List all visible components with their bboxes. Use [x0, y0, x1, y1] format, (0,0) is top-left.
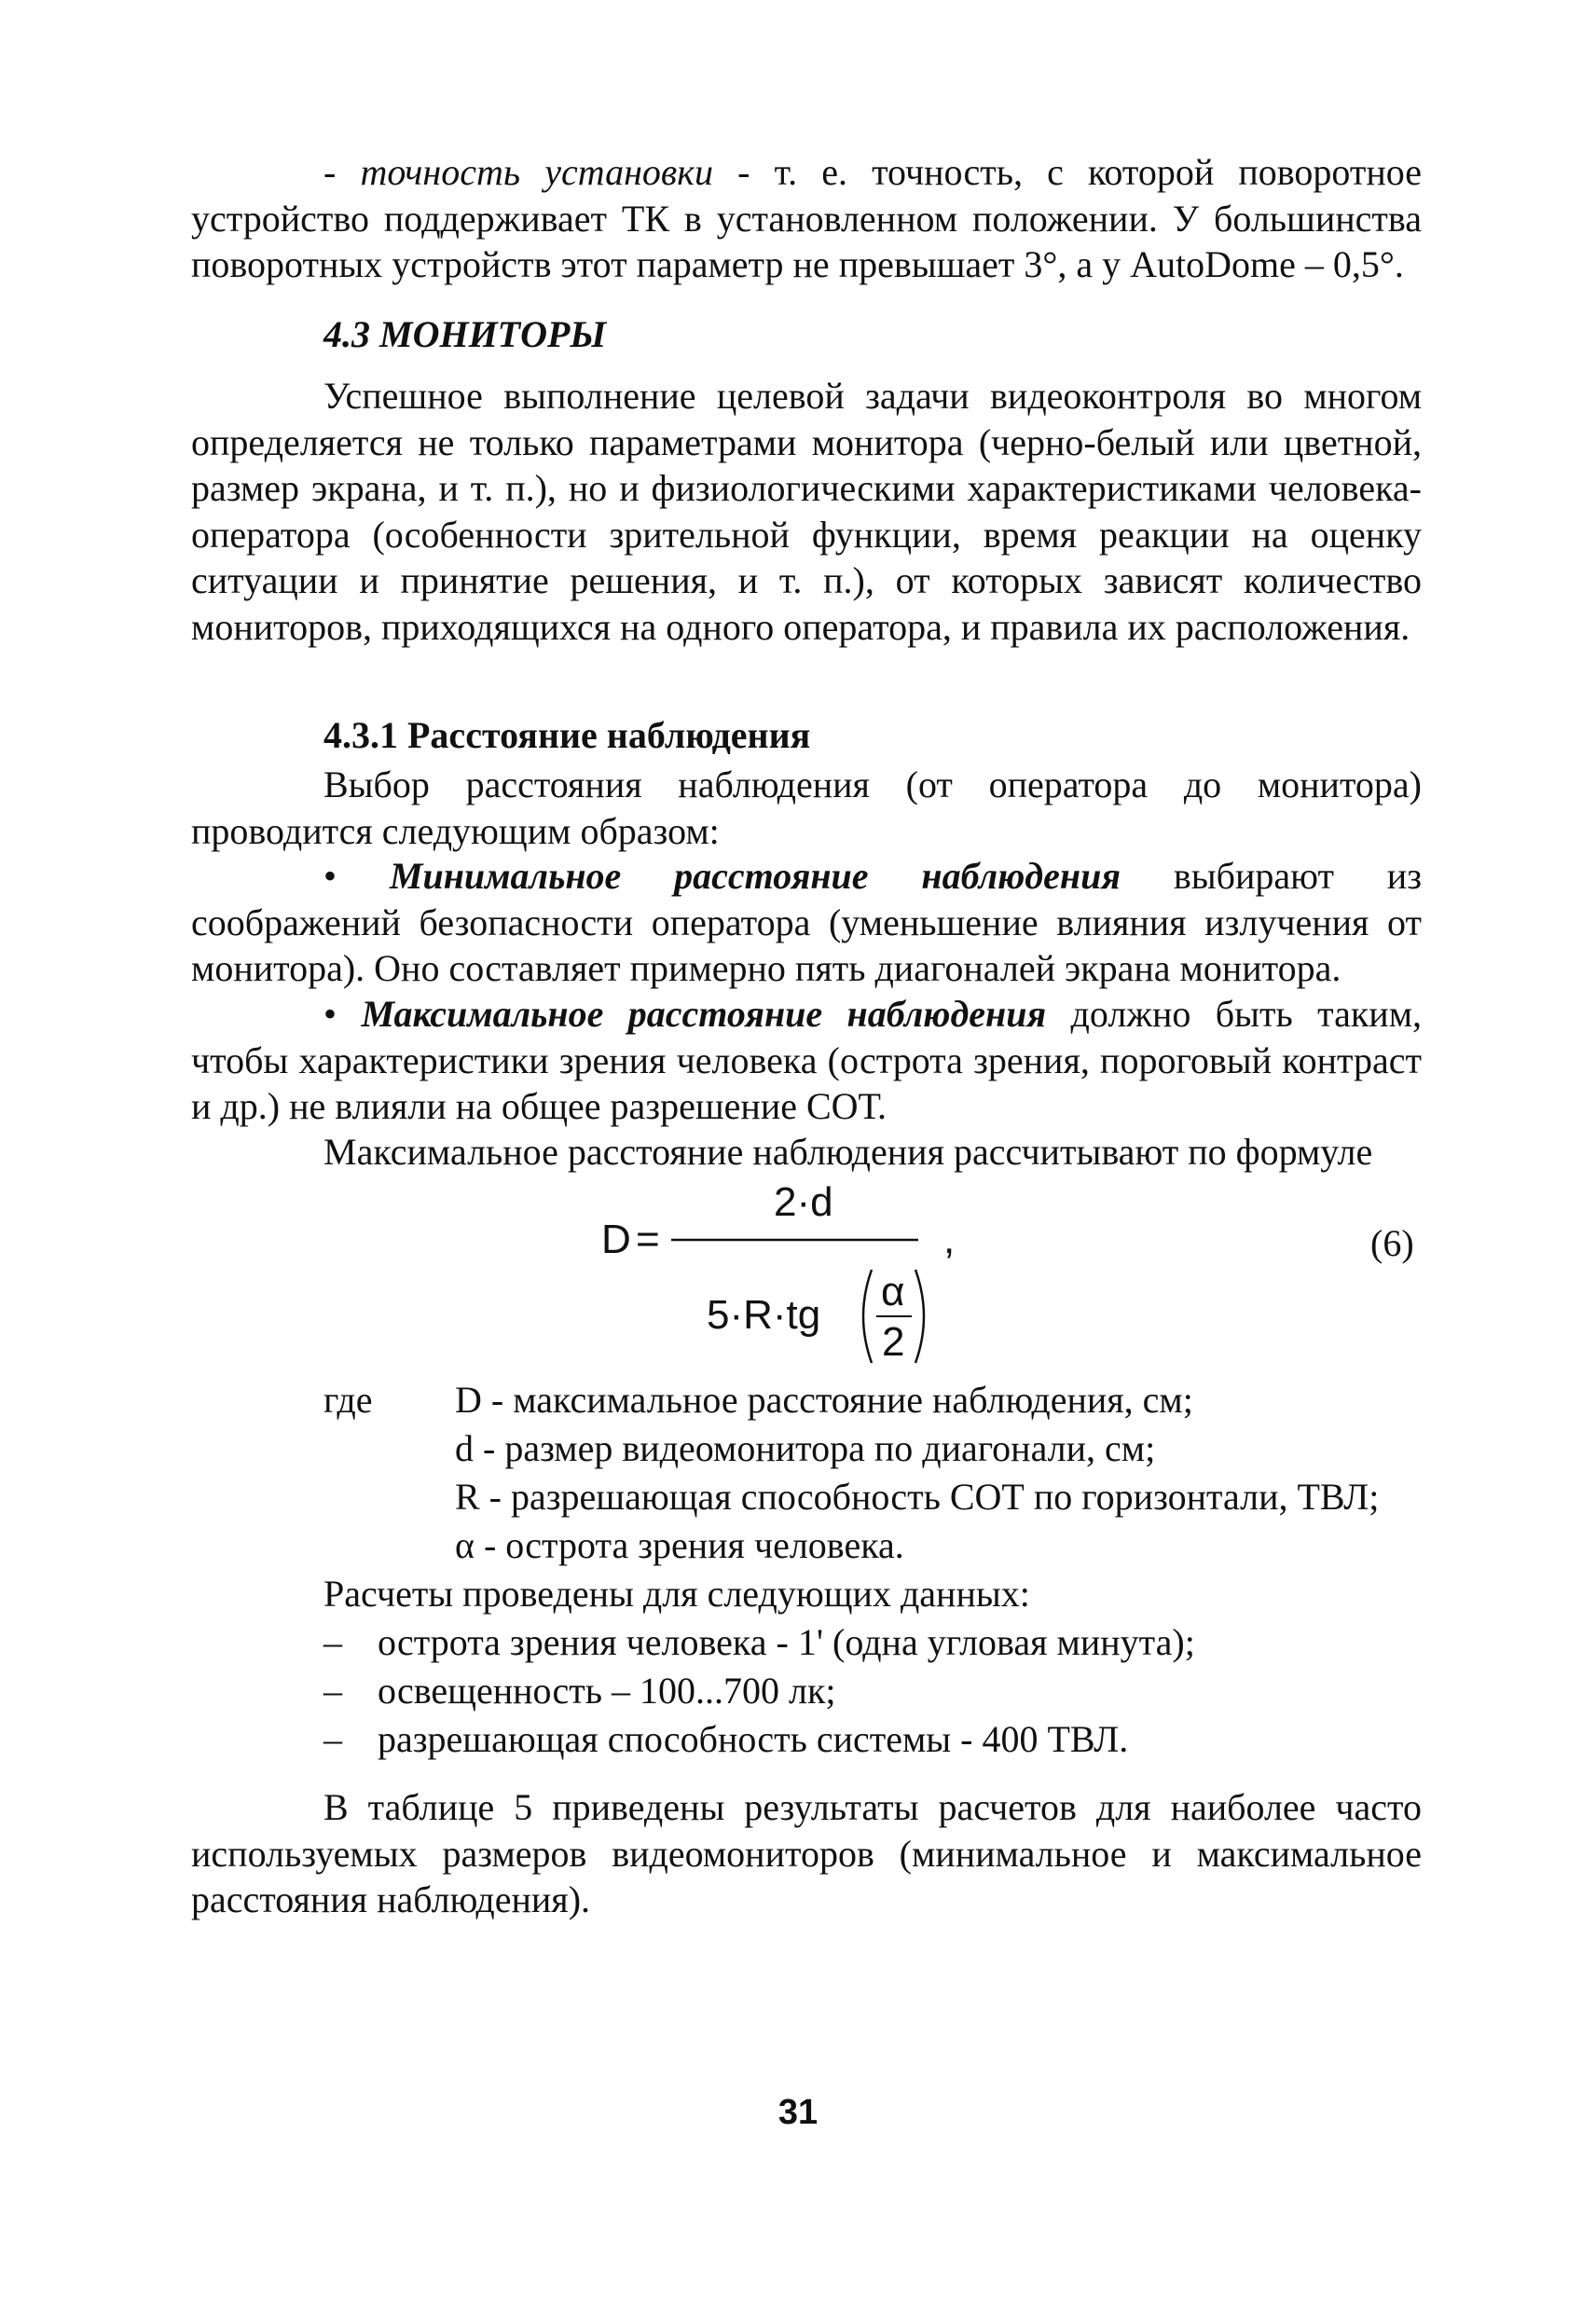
formula-two: 2: [882, 1319, 905, 1365]
section-title: 4.3 МОНИТОРЫ: [323, 313, 607, 355]
list-dash: –: [323, 1670, 342, 1712]
formula-equals: =: [636, 1217, 660, 1262]
list-dash: –: [323, 1718, 342, 1760]
section-paragraph: Успешное выполнение целевой задачи видеоконтроля во многом определяется не только параметрами монитора (черно-белый или цветной, размер экрана, и т. п.), но и физиологическими характеристиками человека-оператора (особенности зрительной функции, время реакции на оценку ситуации и принятие решения, и т. п.), от которых зависят количество мониторов, приходящихся на одного оператора, и правила их расположения.: [191, 375, 1422, 648]
formula-alpha: α: [881, 1269, 905, 1314]
bullet-maximum-term: Максимальное расстояние наблюдения: [361, 993, 1047, 1035]
definition-item: d - размер видеомонитора по диагонали, см;: [455, 1427, 1156, 1469]
formula-comma: ,: [943, 1217, 956, 1262]
bullet-minimum-text: выбирают из соображений безопасности оператора (уменьшение влияния излучения от монитора). Оно составляет примерно пять диагоналей экрана монитора.: [191, 855, 1422, 989]
subsection-paragraph: Выбор расстояния наблюдения (от оператора до монитора) проводится следующим образом:: [191, 763, 1422, 852]
calc-item: разрешающая способность системы - 400 ТВЛ.: [378, 1718, 1129, 1760]
bullet-marker: •: [323, 993, 337, 1035]
calc-intro: Расчеты проведены для следующих данных:: [323, 1573, 1030, 1615]
bullet-maximum-text: должно быть таким, чтобы характеристики зрения человека (острота зрения, пороговый контраст и др.) не влияли на общее разрешение СОТ.: [191, 993, 1423, 1127]
intro-term: - точность установки: [323, 151, 714, 193]
definition-item: α - острота зрения человека.: [455, 1524, 904, 1566]
definition-item: D - максимальное расстояние наблюдения, см;: [455, 1379, 1193, 1421]
calc-item: освещенность – 100...700 лк;: [378, 1670, 836, 1712]
formula-denominator: 5·R·tg: [707, 1292, 821, 1338]
bullet-minimum: [191, 853, 1422, 992]
closing-paragraph: В таблице 5 приведены результаты расчетов для наиболее часто используемых размеров видеомониторов (минимальное и максимальное расстояния наблюдения).: [191, 1786, 1422, 1920]
bullet-maximum: [191, 991, 1422, 1130]
definition-item: R - разрешающая способность СОТ по горизонтали, ТВЛ;: [455, 1476, 1380, 1518]
intro-paragraph: [191, 149, 1422, 288]
formula-numerator: 2·d: [774, 1179, 833, 1225]
bullet-minimum-term: Минимальное расстояние наблюдения: [389, 855, 1121, 897]
formula-6: [597, 1176, 988, 1400]
left-paren: [863, 1270, 872, 1363]
formula-lhs: D: [601, 1217, 631, 1262]
subsection-title: 4.3.1 Расстояние наблюдения: [323, 714, 811, 756]
definitions-label: где: [323, 1379, 373, 1421]
page-number: 31: [777, 2093, 819, 2132]
bullet-marker: •: [323, 855, 337, 897]
formula-intro: Максимальное расстояние наблюдения рассчитывают по формуле: [323, 1131, 1373, 1173]
list-dash: –: [323, 1621, 342, 1663]
calc-item: острота зрения человека - 1' (одна угловая минута);: [378, 1621, 1195, 1663]
intro-text: - т. е. точность, с которой поворотное устройство поддерживает ТК в установленном положении. У большинства поворотных устройств этот параметр не превышает 3°, а у AutoDome – 0,5°.: [191, 151, 1422, 285]
equation-number: (6): [1370, 1222, 1414, 1264]
right-paren: [915, 1270, 924, 1363]
